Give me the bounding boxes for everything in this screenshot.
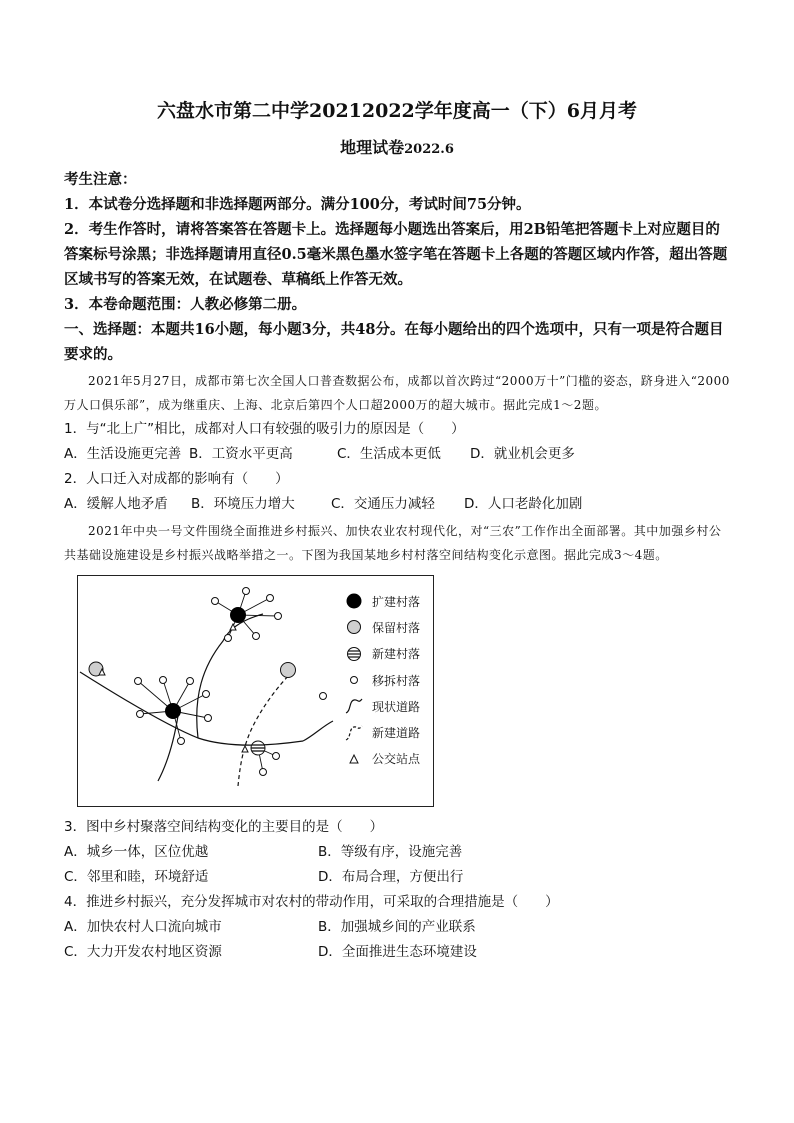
passage-1: 2021年5月27日，成都市第七次全国人口普查数据公布，成都以首次跨过“2000万十”门槛的姿态，跻身进入“2000万人口俱乐部”，成为继重庆、上海、北京后第四个人口超2000万的超大城市。据此完成1～2题。 <box>64 374 730 412</box>
preserved-village-icon <box>343 617 365 637</box>
exam-title: 六盘水市第二中学20212022学年度高一（下）6月月考 <box>157 100 637 122</box>
legend-label: 公交站点 <box>372 752 421 767</box>
legend-label: 移拆村落 <box>372 673 421 688</box>
legend-label: 现状道路 <box>372 699 421 714</box>
passage-2: 2021年中央一号文件围绕全面推进乡村振兴、加快农业农村现代化，对“三农”工作作出全面部署。其中加强乡村公共基础设施建设是乡村振兴战略举措之一。下图为我国某地乡村村落空间结构变化示意图。据此完成3～4题。 <box>64 524 722 562</box>
legend-label: 保留村落 <box>372 620 421 635</box>
map-legend <box>343 588 433 772</box>
expanded-village-icon <box>343 591 365 611</box>
note-item-2: 2．考生作答时，请将答案答在答题卡上。选择题每小题选出答案后，用2B铅笔把答题卡上对应题目的答案标号涂黑；非选择题请用直径0.5毫米黑色墨水签字笔在答题卡上各题的答题区域内作答，超出答题区域书写的答案无效，在试题卷、草稿纸上作答无效。 <box>64 221 728 288</box>
existing-road <box>158 716 178 781</box>
existing-road-icon <box>343 696 365 716</box>
option-b[interactable]: B．加强城乡间的产业联系 <box>318 919 476 935</box>
legend-item <box>343 614 433 640</box>
option-d[interactable]: D．布局合理，方便出行 <box>318 869 464 885</box>
exam-date: 2022.6 <box>404 142 454 157</box>
legend-label: 新建道路 <box>372 726 421 741</box>
new-road <box>238 671 293 786</box>
option-b[interactable]: B．环境压力增大 <box>191 496 295 512</box>
option-a[interactable]: A．加快农村人口流向城市 <box>64 919 222 935</box>
question-2-options <box>64 492 730 517</box>
question-1-options <box>64 442 730 467</box>
question-1-stem: 1．与“北上广”相比，成都对人口有较强的吸引力的原因是（ ） <box>64 421 465 437</box>
new-road-icon <box>343 723 365 743</box>
option-c[interactable]: C．大力开发农村地区资源 <box>64 944 222 960</box>
option-c[interactable]: C．交通压力减轻 <box>331 496 435 512</box>
legend-item <box>343 746 433 772</box>
question-3-options-row-1 <box>64 840 730 865</box>
note-item-1: 1．本试卷分选择题和非选择题两部分。满分100分，考试时间75分钟。 <box>64 196 531 213</box>
option-d[interactable]: D．人口老龄化加剧 <box>464 496 583 512</box>
subject-name: 地理试卷 <box>340 138 405 157</box>
option-c[interactable]: C．生活成本更低 <box>337 446 441 462</box>
legend-label: 扩建村落 <box>372 594 421 609</box>
new-village-icon <box>343 644 365 664</box>
legend-item <box>343 667 433 693</box>
legend-item <box>343 588 433 614</box>
section-heading: 一、选择题：本题共16小题，每小题3分，共48分。在每小题给出的四个选项中，只有一项是符合题目要求的。 <box>64 321 724 363</box>
question-4-options-row-2 <box>64 940 730 965</box>
question-2-stem: 2．人口迁入对成都的影响有（ ） <box>64 471 289 487</box>
legend-item <box>343 693 433 719</box>
option-d[interactable]: D．就业机会更多 <box>470 446 575 462</box>
question-3-stem: 3．图中乡村聚落空间结构变化的主要目的是（ ） <box>64 819 384 835</box>
option-c[interactable]: C．邻里和睦，环境舒适 <box>64 869 209 885</box>
existing-road <box>303 721 333 741</box>
relocated-village-icon <box>343 670 365 690</box>
option-a[interactable]: A．缓解人地矛盾 <box>64 496 168 512</box>
option-b[interactable]: B．等级有序，设施完善 <box>318 844 463 860</box>
option-a[interactable]: A．生活设施更完善 <box>64 446 182 462</box>
legend-item <box>343 719 433 745</box>
notes-heading: 考生注意： <box>64 171 137 188</box>
note-item-3: 3．本卷命题范围：人教必修第二册。 <box>64 296 307 313</box>
legend-label: 新建村落 <box>372 647 421 662</box>
question-3-options-row-2 <box>64 865 730 890</box>
question-4-stem: 4．推进乡村振兴，充分发挥城市对农村的带动作用，可采取的合理措施是（ ） <box>64 894 559 910</box>
option-a[interactable]: A．城乡一体，区位优越 <box>64 844 209 860</box>
option-b[interactable]: B．工资水平更高 <box>189 446 293 462</box>
bus-stop-icon <box>343 749 365 769</box>
option-d[interactable]: D．全面推进生态环境建设 <box>318 944 477 960</box>
exam-page <box>64 96 730 965</box>
question-4-options-row-1 <box>64 915 730 940</box>
legend-item <box>343 641 433 667</box>
exam-subtitle <box>64 135 730 163</box>
village-structure-figure <box>77 575 434 807</box>
